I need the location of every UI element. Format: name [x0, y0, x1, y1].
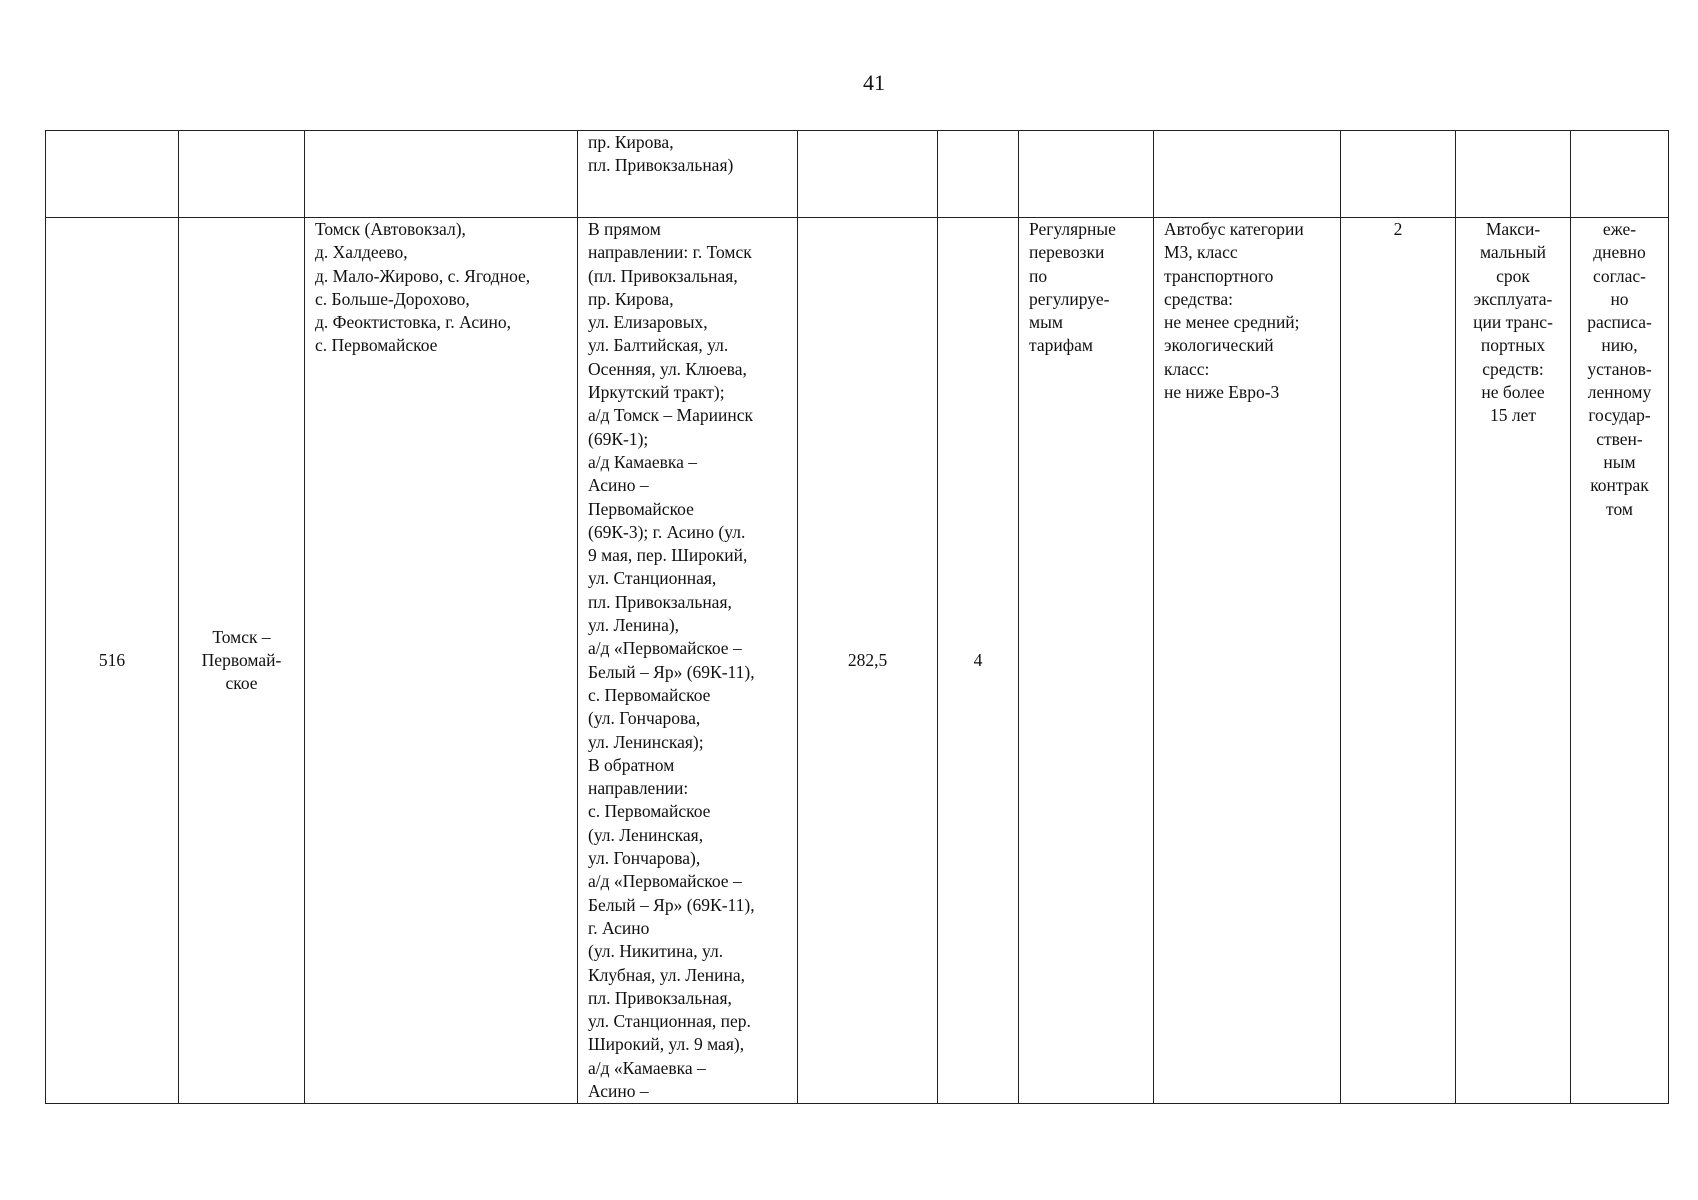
route-transport-type: Регулярные перевозки по регулируе- мым тарифам: [1019, 218, 1154, 1104]
cell-empty: [1571, 131, 1669, 218]
cell-empty: [1341, 131, 1456, 218]
cell-empty: [1154, 131, 1341, 218]
route-vehicle-count: 2: [1341, 218, 1456, 1104]
cell-empty: [798, 131, 938, 218]
cell-empty: [46, 131, 179, 218]
cell-empty: [179, 131, 305, 218]
table-row-continued: [46, 131, 1669, 218]
cell-empty: [305, 131, 578, 218]
route-number: 516: [46, 218, 179, 1104]
cell-empty: [1456, 131, 1571, 218]
cell-empty: [938, 131, 1019, 218]
cell-streets-continued: пр. Кирова, пл. Привокзальная): [578, 131, 798, 218]
route-stops-count: 4: [938, 218, 1019, 1104]
route-streets: В прямом направлении: г. Томск (пл. Привокзальная, пр. Кирова, ул. Елизаровых, ул. Балтийская, ул. Осенняя, ул. Клюева, Иркутский тракт); а/д Томск – Мариинск (69К-1); а/д Камаевка – Асино – Первомайское (69К-3); г. Асино (ул. 9 мая, пер. Широкий, ул. Станционная, пл. Привокзальная, ул. Ленина), а/д «Первомайское – Белый – Яр» (69К-11), с. Первомайское (ул. Гончарова, ул. Ленинская); В обратном направлении: с. Первомайское (ул. Ленинская, ул. Гончарова), а/д «Первомайское – Белый – Яр» (69К-11), г. Асино (ул. Никитина, ул. Клубная, ул. Ленина, пл. Привокзальная, ул. Станционная, пер. Широкий, ул. 9 мая), а/д «Камаевка – Асино –: [578, 218, 798, 1104]
cell-empty: [1019, 131, 1154, 218]
route-length: 282,5: [798, 218, 938, 1104]
route-vehicle: Автобус категории М3, класс транспортного средства: не менее средний; экологический класс: не ниже Евро-3: [1154, 218, 1341, 1104]
page-number: 41: [863, 70, 885, 95]
route-vehicle-age: Макси- мальный срок эксплуата- ции транс- портных средств: не более 15 лет: [1456, 218, 1571, 1104]
table-row-route-516: [46, 218, 1669, 1104]
route-schedule: еже- дневно соглас- но расписа- нию, установ- ленному государ- ствен- ным контрак том: [1571, 218, 1669, 1104]
route-stops: Томск (Автовокзал), д. Халдеево, д. Мало-Жирово, с. Ягодное, с. Больше-Дорохово, д. Феоктистовка, г. Асино, с. Первомайское: [305, 218, 578, 1104]
route-table: [45, 130, 1669, 1104]
route-name: Томск – Первомай- ское: [179, 218, 305, 1104]
